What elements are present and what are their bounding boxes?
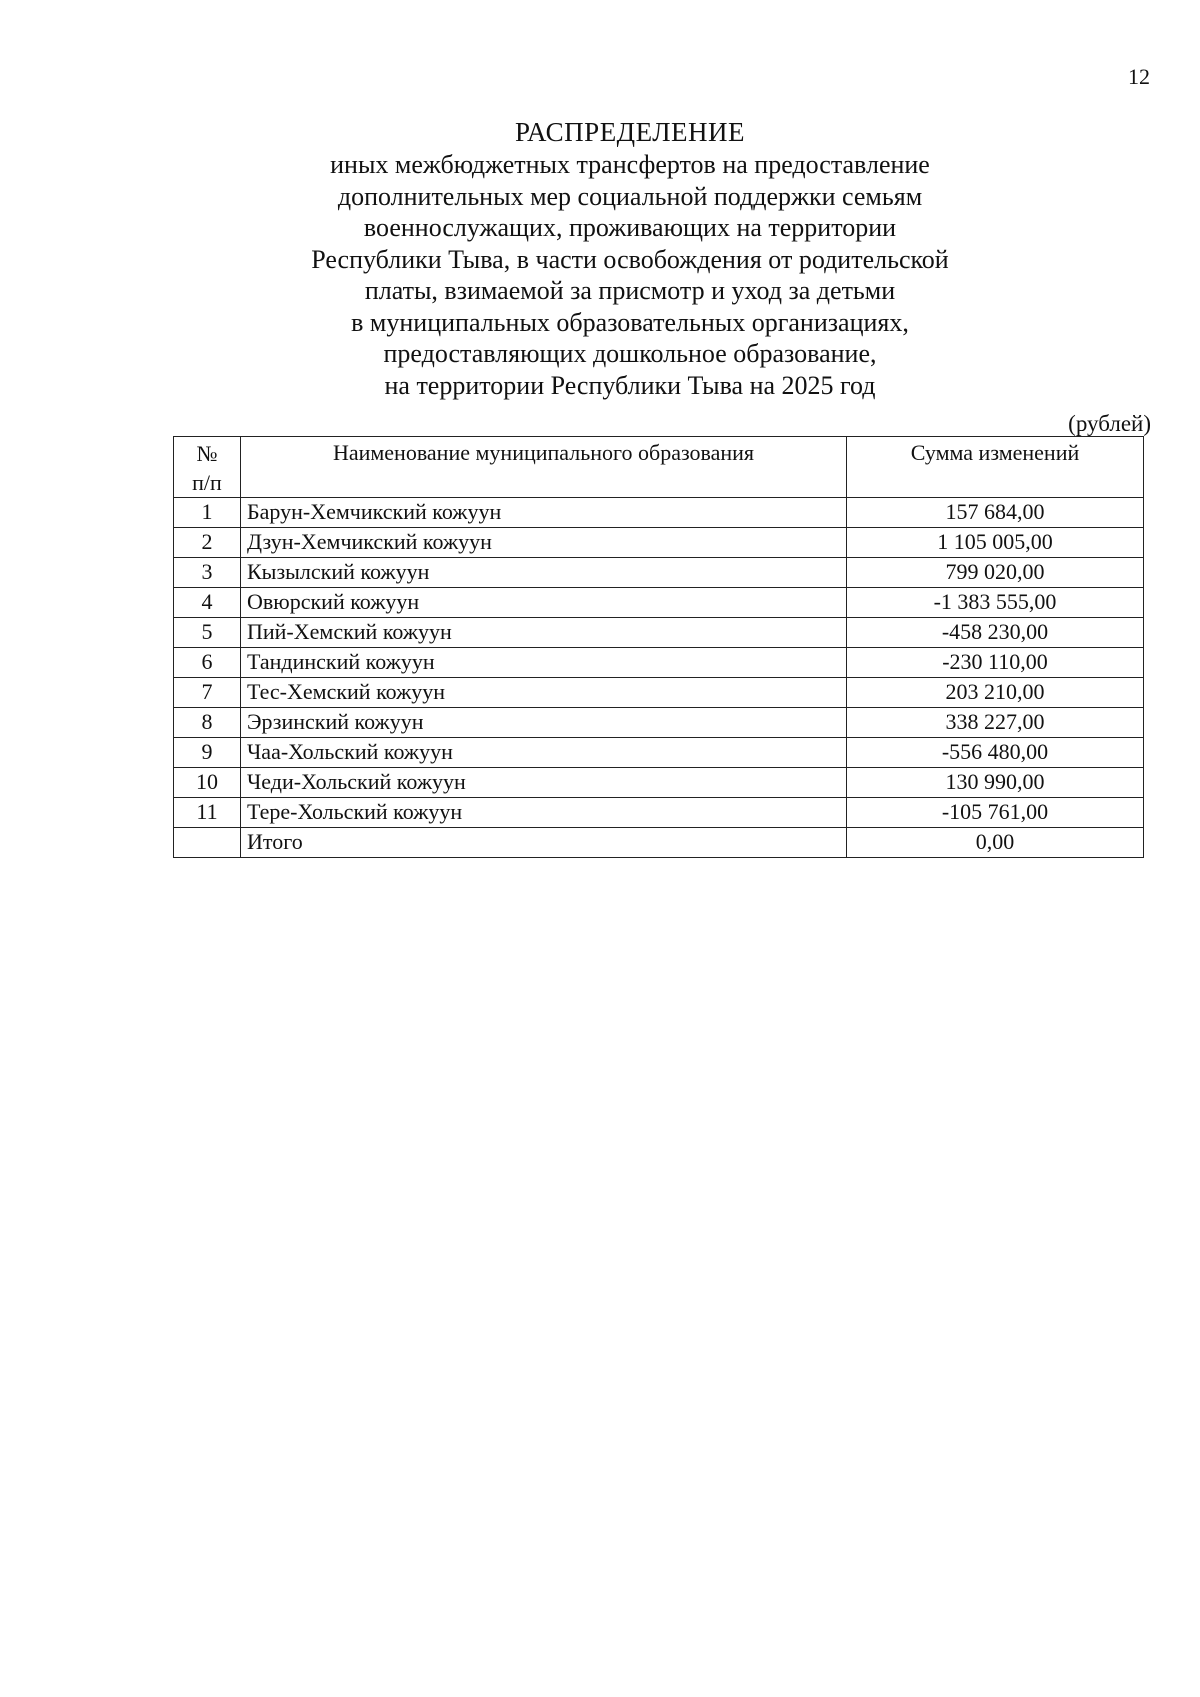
total-num — [174, 828, 241, 858]
table-row — [174, 528, 1144, 558]
table-row — [174, 798, 1144, 828]
page-number: 12 — [1128, 64, 1150, 89]
header-num-sublabel: п/п — [192, 470, 222, 495]
subtitle-line: в муниципальных образовательных организациях, — [351, 307, 909, 337]
subtitle-line: платы, взимаемой за присмотр и уход за детьми — [364, 276, 896, 305]
units-label: (рублей) — [1068, 411, 1151, 436]
subtitle-line: предоставляющих дошкольное образование, — [383, 339, 877, 368]
table-row — [174, 708, 1144, 738]
subtitle-line: дополнительных мер социальной поддержки семьям — [337, 181, 923, 211]
table-total-row — [174, 828, 1144, 858]
row-sum: 157 684,00 — [847, 498, 1144, 528]
row-name: Чаа-Хольский кожуун — [241, 738, 847, 768]
table-row — [174, 738, 1144, 768]
row-num: 4 — [174, 588, 241, 618]
row-sum: -556 480,00 — [847, 738, 1144, 768]
row-num: 7 — [174, 678, 241, 708]
row-sum: -1 383 555,00 — [847, 588, 1144, 618]
header-sum: Сумма изменений — [847, 437, 1144, 498]
row-num: 6 — [174, 648, 241, 678]
row-sum: 799 020,00 — [847, 558, 1144, 588]
subtitle-line: Республики Тыва, в части освобождения от родительской — [311, 244, 949, 274]
row-name: Кызылский кожуун — [241, 558, 847, 588]
row-sum: -105 761,00 — [847, 798, 1144, 828]
row-sum: 203 210,00 — [847, 678, 1144, 708]
row-name: Пий-Хемский кожуун — [241, 618, 847, 648]
header-name: Наименование муниципального образования — [241, 437, 847, 498]
row-name: Дзун-Хемчикский кожуун — [241, 528, 847, 558]
table-row — [174, 618, 1144, 648]
row-sum: 338 227,00 — [847, 708, 1144, 738]
row-num: 2 — [174, 528, 241, 558]
table-row — [174, 678, 1144, 708]
table-row — [174, 648, 1144, 678]
subtitle-line: иных межбюджетных трансфертов на предоставление — [330, 150, 930, 179]
row-name: Эрзинский кожуун — [241, 708, 847, 738]
row-sum: 1 105 005,00 — [847, 528, 1144, 558]
row-name: Овюрский кожуун — [241, 588, 847, 618]
row-name: Чеди-Хольский кожуун — [241, 768, 847, 798]
row-name: Тере-Хольский кожуун — [241, 798, 847, 828]
subtitle-line: на территории Республики Тыва на 2025 год — [384, 370, 876, 400]
table-row — [174, 498, 1144, 528]
table-row — [174, 558, 1144, 588]
row-name: Тес-Хемский кожуун — [241, 678, 847, 708]
row-num: 5 — [174, 618, 241, 648]
header-num — [174, 437, 241, 498]
row-num: 1 — [174, 498, 241, 528]
row-sum: -458 230,00 — [847, 618, 1144, 648]
row-num: 10 — [174, 768, 241, 798]
table-header-row — [174, 437, 1144, 498]
row-sum: 130 990,00 — [847, 768, 1144, 798]
title-block — [0, 115, 1200, 401]
row-num: 8 — [174, 708, 241, 738]
distribution-table — [173, 436, 1144, 858]
table-row — [174, 768, 1144, 798]
row-sum: -230 110,00 — [847, 648, 1144, 678]
row-num: 3 — [174, 558, 241, 588]
row-name: Тандинский кожуун — [241, 648, 847, 678]
row-name: Барун-Хемчикский кожуун — [241, 498, 847, 528]
header-num-label: № — [196, 441, 218, 466]
document-title: РАСПРЕДЕЛЕНИЕ — [514, 117, 746, 147]
total-label: Итого — [241, 828, 847, 858]
table-row — [174, 588, 1144, 618]
subtitle-line: военнослужащих, проживающих на территории — [363, 213, 897, 242]
row-num: 9 — [174, 738, 241, 768]
row-num: 11 — [174, 798, 241, 828]
total-sum: 0,00 — [847, 828, 1144, 858]
